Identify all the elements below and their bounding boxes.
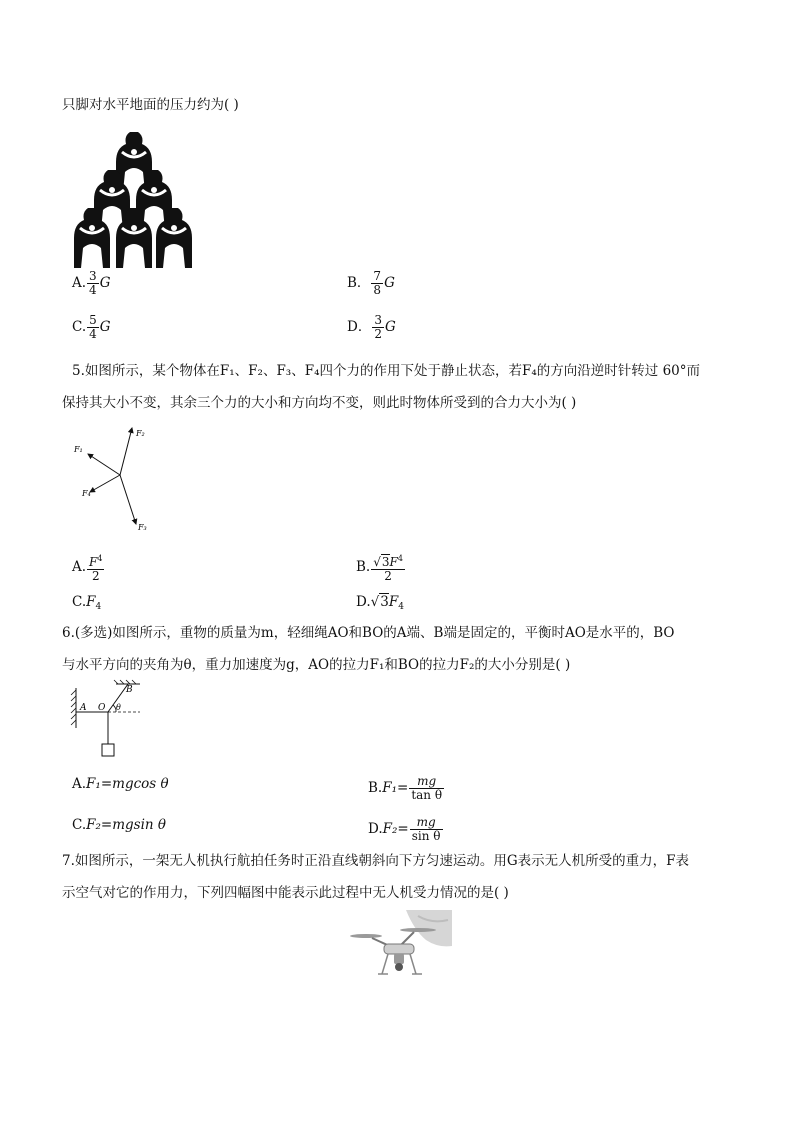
q6-option-c[interactable]: C.F₂=mgsin θ xyxy=(72,817,167,833)
q5-option-d[interactable]: $D.√3F_4$ xyxy=(356,594,404,612)
q4-option-a[interactable]: A. $\frac{3}{4}$ G xyxy=(72,269,111,297)
q6-stem-line1: 6.(多选)如图所示，重物的质量为m，轻细绳AO和BO的A端、B端是固定的，平衡时AO是水平的，BO xyxy=(62,625,675,641)
q7-stem-line2: 示空气对它的作用力，下列四幅图中能表示此过程中无人机受力情况的是( ) xyxy=(62,885,509,901)
drone-photo xyxy=(348,910,452,982)
label-b: B xyxy=(126,685,133,695)
force-diagram-q5 xyxy=(70,420,160,540)
label-a: A xyxy=(80,703,87,713)
label-f3: F₃ xyxy=(138,523,147,532)
q4-option-b[interactable]: B． $\frac{7}{8}$ G xyxy=(347,269,395,297)
rope-diagram-q6 xyxy=(68,680,168,762)
acrobat-pyramid-figure xyxy=(72,130,202,260)
label-f2: F₂ xyxy=(136,429,145,438)
q6-option-a[interactable]: A.F₁=mgcos θ xyxy=(72,776,169,792)
q4-option-c[interactable]: C. $\frac{5}{4}$ G xyxy=(72,313,111,341)
q6-stem-line2: 与水平方向的夹角为θ，重力加速度为g，AO的拉力F₁和BO的拉力F₂的大小分别是( ) xyxy=(62,657,571,673)
q6-option-b[interactable]: B.F₁= $\frac{mg}{\text{tan θ}}$ xyxy=(368,774,443,802)
q6-option-d[interactable]: D.F₂= $\frac{mg}{\text{sin θ}}$ xyxy=(368,815,441,843)
q5-option-b[interactable]: B. $\frac{√3F^4}{2}$ xyxy=(356,554,403,583)
q4-option-d[interactable]: D． $\frac{3}{2}$ G xyxy=(347,313,396,341)
label-theta: θ xyxy=(116,703,121,712)
q5-option-c[interactable]: $C.F_4$ xyxy=(72,594,102,612)
q5-stem-line1: 5.如图所示，某个物体在F₁、F₂、F₃、F₄四个力的作用下处于静止状态，若F₄的方向沿逆时针转过 60°而 xyxy=(72,363,700,379)
q7-stem-line1: 7.如图所示，一架无人机执行航拍任务时正沿直线朝斜向下方匀速运动。用G表示无人机所受的重力，F表 xyxy=(62,853,690,869)
q5-stem-line2: 保持其大小不变，其余三个力的大小和方向均不变，则此时物体所受到的合力大小为( ) xyxy=(62,395,577,411)
q5-option-a[interactable]: A. $\frac{F^4}{2}$ xyxy=(72,554,103,583)
label-o: O xyxy=(98,703,106,713)
q4-stem: 只脚对水平地面的压力约为( ) xyxy=(62,97,239,113)
label-f4: F₄ xyxy=(82,489,91,498)
label-f1: F₁ xyxy=(74,445,83,454)
